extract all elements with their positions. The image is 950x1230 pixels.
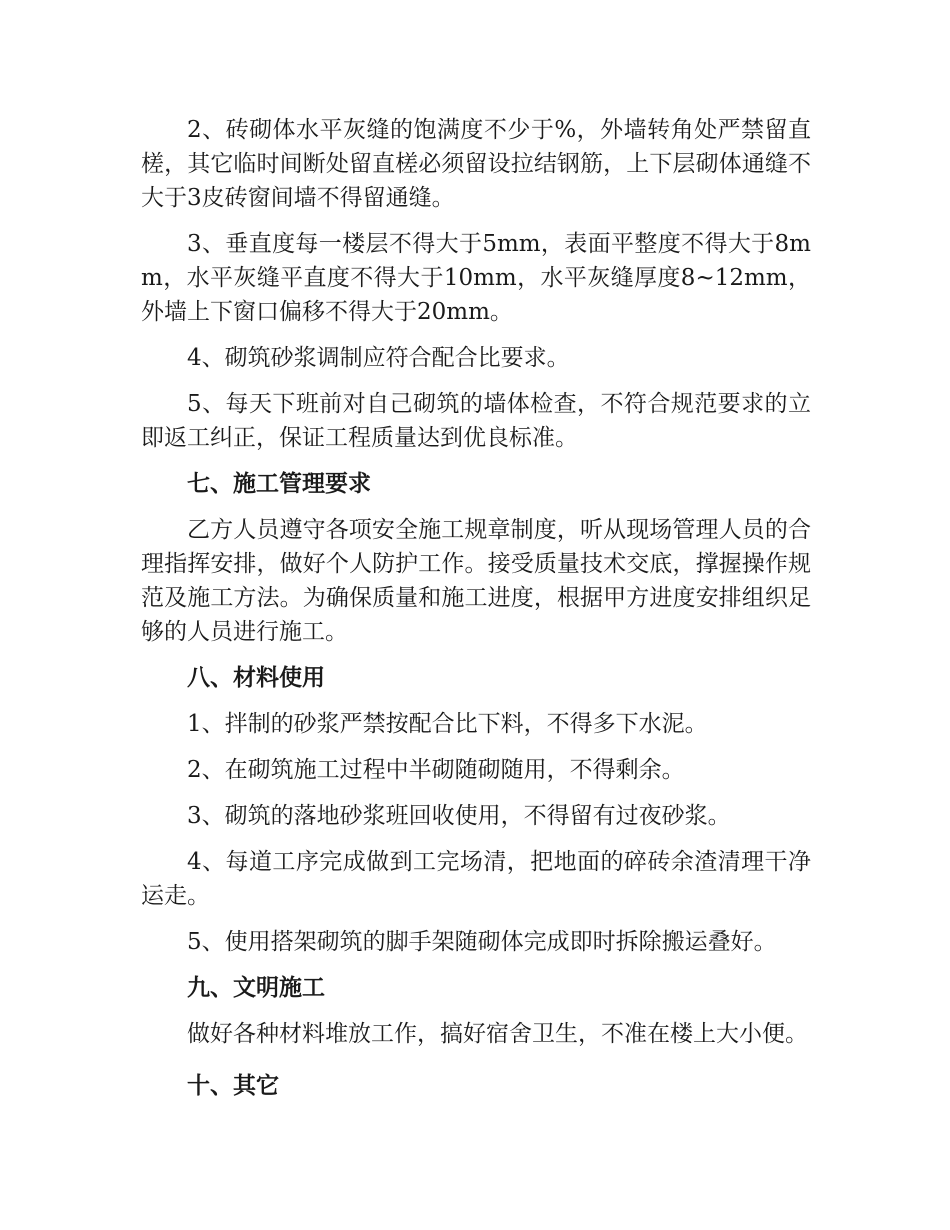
section-heading-management: 七、施工管理要求 — [187, 470, 371, 497]
paragraph-daily-check: 5、每天下班前对自己砌筑的墙体检查，不符合规范要求的立即返工纠正，保证工程质量达到优良标准。 — [141, 391, 811, 451]
paragraph-civilized: 做好各种材料堆放工作，搞好宿舍卫生，不准在楼上大小便。 — [187, 1021, 808, 1047]
paragraph-brick-joints: 2、砖砌体水平灰缝的饱满度不少于%，外墙转角处严禁留直槎，其它临时间断处留直槎必须留设拉结钢筋，上下层砌体通缝不大于3皮砖窗间墙不得留通缝。 — [141, 117, 811, 211]
section-heading-civilized: 九、文明施工 — [187, 974, 325, 1001]
section-heading-other: 十、其它 — [187, 1072, 279, 1099]
paragraph-verticality: 3、垂直度每一楼层不得大于5mm，表面平整度不得大于8mm，水平灰缝平直度不得大于10mm，水平灰缝厚度8~12mm，外墙上下窗口偏移不得大于20mm。 — [141, 231, 811, 325]
list-item-material-3: 3、砌筑的落地砂浆班回收使用，不得留有过夜砂浆。 — [187, 803, 731, 829]
paragraph-mortar-mix: 4、砌筑砂浆调制应符合配合比要求。 — [187, 345, 570, 371]
document-body — [141, 113, 811, 1115]
list-item-material-1: 1、拌制的砂浆严禁按配合比下料，不得多下水泥。 — [187, 711, 708, 737]
section-heading-materials: 八、材料使用 — [187, 664, 325, 691]
list-item-material-4: 4、每道工序完成做到工完场清，把地面的碎砖余渣清理干净运走。 — [141, 849, 811, 909]
list-item-material-2: 2、在砌筑施工过程中半砌随砌随用，不得剩余。 — [187, 757, 685, 783]
list-item-material-5: 5、使用搭架砌筑的脚手架随砌体完成即时拆除搬运叠好。 — [187, 929, 777, 955]
paragraph-management: 乙方人员遵守各项安全施工规章制度，听从现场管理人员的合理指挥安排，做好个人防护工作。接受质量技术交底，撑握操作规范及施工方法。为确保质量和施工进度，根据甲方进度安排组织足够的人员进行施工。 — [141, 517, 811, 645]
